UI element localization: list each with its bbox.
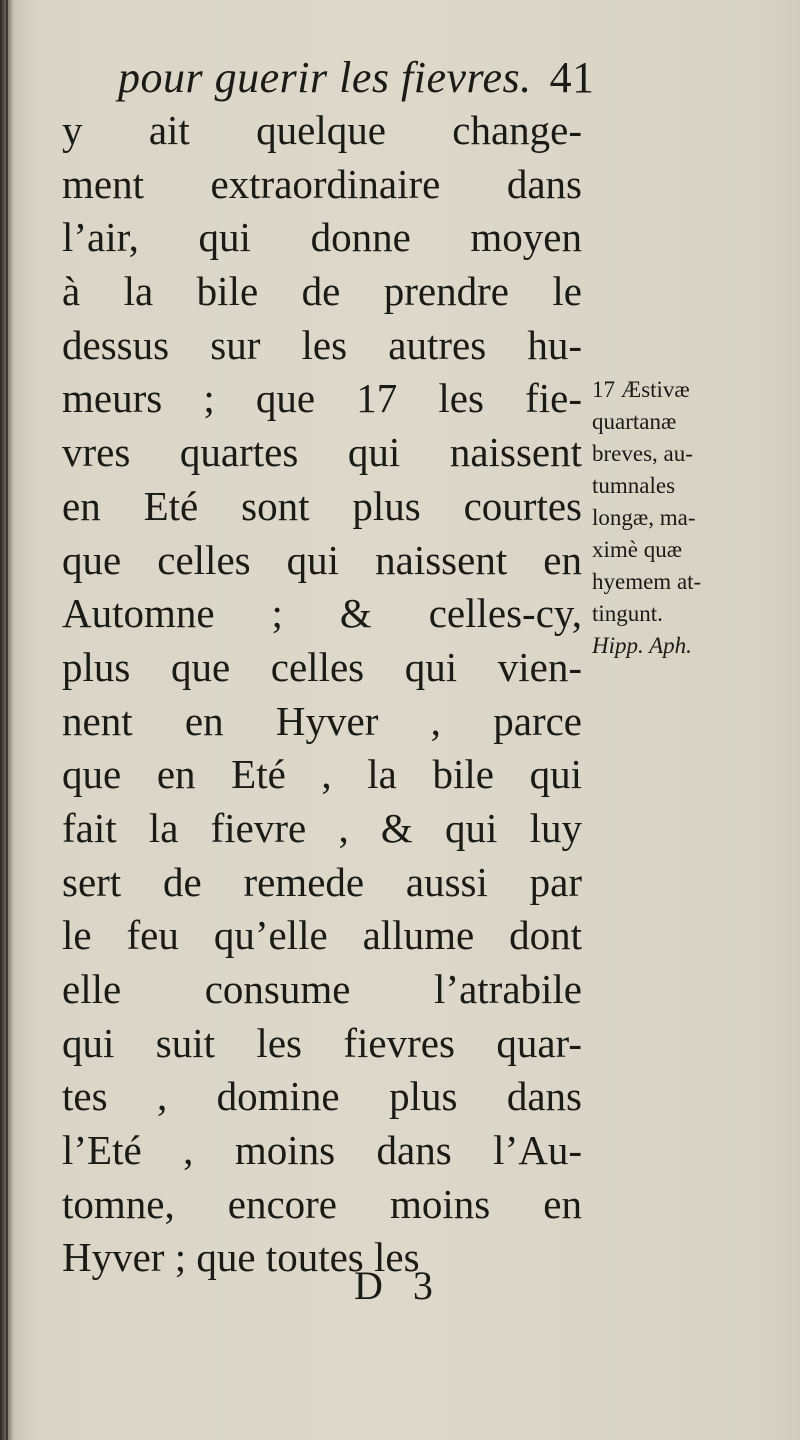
text-line: à la bile de prendre le bbox=[62, 268, 582, 315]
margin-note-line: tumnales bbox=[592, 473, 676, 498]
signature-mark: D 3 bbox=[354, 1263, 443, 1308]
text-line: dessus sur les autres hu- bbox=[62, 321, 582, 368]
text-line: l’air, qui donne moyen bbox=[62, 214, 582, 261]
main-text-block bbox=[62, 104, 582, 1285]
text-line: nent en Hyver , parce bbox=[62, 697, 582, 744]
binding-gutter bbox=[6, 0, 8, 1440]
text-line: tes , domine plus dans bbox=[62, 1073, 582, 1120]
margin-note-reference: Hipp. Aph. bbox=[592, 633, 692, 658]
marginal-note bbox=[592, 374, 768, 662]
margin-note-line: ximè quæ bbox=[592, 537, 683, 562]
text-line: qui suit les fievres quar- bbox=[62, 1019, 582, 1066]
text-line: meurs ; que 17 les fie- bbox=[62, 375, 582, 422]
margin-note-line: tingunt. bbox=[592, 601, 663, 626]
margin-note-line: 17 Æstivæ bbox=[592, 377, 690, 402]
text-line: Automne ; & celles-cy, bbox=[62, 590, 582, 637]
text-line: le feu qu’elle allume dont bbox=[62, 912, 582, 959]
text-line: vres quartes qui naissent bbox=[62, 429, 582, 476]
page-number: 41 bbox=[549, 53, 595, 102]
text-line: plus que celles qui vien- bbox=[62, 643, 582, 690]
margin-note-line: breves, au- bbox=[592, 441, 693, 466]
text-line: tomne, encore moins en bbox=[62, 1180, 582, 1227]
text-line: Hyver ; que toutes les bbox=[62, 1234, 420, 1281]
text-line: que en Eté , la bile qui bbox=[62, 751, 582, 798]
text-line: en Eté sont plus courtes bbox=[62, 482, 582, 529]
text-line: sert de remede aussi par bbox=[62, 858, 582, 905]
margin-note-line: hyemem at- bbox=[592, 569, 702, 594]
text-line: elle consume l’atrabile bbox=[62, 966, 582, 1012]
text-line: ment extraordinaire dans bbox=[62, 160, 582, 207]
running-header bbox=[118, 52, 595, 104]
text-line: fait la fievre , & qui luy bbox=[62, 804, 582, 851]
margin-note-line: quartanæ bbox=[592, 409, 677, 434]
running-title: pour guerir les fievres. bbox=[118, 53, 532, 102]
text-line: l’Eté , moins dans l’Au- bbox=[62, 1127, 582, 1174]
text-line: que celles qui naissent en bbox=[62, 536, 582, 583]
margin-note-line: longæ, ma- bbox=[592, 505, 696, 530]
text-line: y ait quelque change- bbox=[62, 107, 582, 153]
